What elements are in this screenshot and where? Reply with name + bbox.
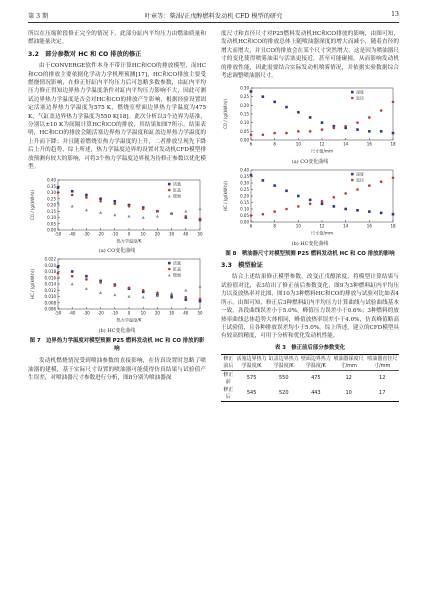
table-cell: 443 bbox=[311, 390, 321, 397]
data-point bbox=[199, 298, 202, 301]
y-tick-label: 0.018 bbox=[44, 269, 56, 275]
running-title: 叶章等：柴油/正戊醇燃料发动机 CFD 模型的研究 bbox=[144, 13, 283, 20]
y-tick-label: 0.10 bbox=[240, 206, 249, 212]
data-point bbox=[392, 213, 395, 216]
data-point bbox=[71, 193, 74, 196]
x-axis-label: 尺寸值/mm bbox=[310, 230, 334, 236]
y-tick-label: 0.35 bbox=[47, 183, 56, 189]
legend-marker bbox=[168, 262, 171, 265]
data-point bbox=[273, 185, 276, 188]
data-point bbox=[128, 204, 131, 207]
x-tick-label: -40 bbox=[68, 310, 76, 316]
x-tick-label: 18 bbox=[390, 141, 396, 147]
data-point bbox=[321, 129, 324, 132]
table-cell: 575 bbox=[246, 375, 257, 382]
data-point bbox=[344, 192, 347, 195]
page-number: 13 bbox=[391, 11, 399, 18]
x-tick-label: 14 bbox=[343, 223, 349, 229]
legend-marker bbox=[168, 268, 171, 271]
data-point bbox=[392, 177, 395, 180]
x-tick-label: -10 bbox=[111, 231, 119, 236]
table-cell: 545 bbox=[246, 390, 257, 397]
data-point bbox=[380, 110, 383, 113]
data-point bbox=[113, 213, 116, 216]
table-header: 活塞边界热力学温度/K bbox=[236, 356, 267, 369]
data-point bbox=[99, 291, 102, 294]
x-tick-label: 6 bbox=[249, 141, 253, 147]
y-tick-label: 0.020 bbox=[44, 263, 56, 269]
x-tick-label: 8 bbox=[273, 223, 276, 229]
data-point bbox=[114, 285, 117, 288]
paragraph: 结合上述结果修正模型参数，改变正戊醇浓度，将模型计算结果与试验值对比，表3给出了修正前后参数变化，图9为3种燃料缸内平均压力以及放热率对比图，图10为3种燃料HC和CO的排放与试验对比如表4所示。由图可知，修正后3种燃料缸内平均压力计算曲线与试验曲线基本一致，各段曲线误差小于5.0%，峰值压力误差小于0.6%；3种燃料的放热率曲线总体趋势大体相同，峰值放热率误差小于4.0%，仿真峰值略高于试验值，且各种排放误差均小于5.0%。综上所述，建立的CFD模型具有较高的精度，可用于分析和优化发动机性能。 bbox=[221, 274, 399, 340]
data-point bbox=[85, 278, 88, 281]
legend-marker bbox=[351, 173, 354, 176]
legend-label: 深度 bbox=[356, 90, 364, 96]
y-tick-label: 0.014 bbox=[44, 281, 56, 287]
x-tick-label: 0 bbox=[127, 310, 131, 316]
y-tick-label: 0.00 bbox=[47, 227, 56, 232]
data-point bbox=[356, 122, 359, 125]
data-point bbox=[392, 101, 395, 104]
data-point bbox=[285, 208, 288, 211]
data-point bbox=[368, 211, 371, 214]
legend-marker bbox=[351, 91, 354, 94]
data-point bbox=[199, 207, 202, 210]
fig7b-chart bbox=[28, 255, 206, 323]
table-row bbox=[221, 386, 399, 402]
right-column bbox=[221, 30, 399, 402]
y-tick-label: 0.15 bbox=[47, 208, 56, 214]
data-point bbox=[285, 106, 288, 109]
table-cell: 550 bbox=[278, 375, 289, 382]
x-axis-label: 热力学温度/K bbox=[116, 238, 142, 243]
y-tick-label: 0.15 bbox=[240, 111, 249, 117]
data-point bbox=[380, 212, 383, 215]
data-point bbox=[333, 127, 336, 130]
table-header: 缸盖边界热力学温度/K bbox=[268, 356, 299, 369]
running-header bbox=[28, 10, 399, 22]
data-point bbox=[262, 179, 265, 182]
paragraph: 所以在压缩阶段修正完全的情况下，此部分缸内平均压力由燃油质量和燃油能量决定。 bbox=[28, 31, 206, 46]
table-cell: 475 bbox=[311, 375, 321, 382]
x-tick-label: 20 bbox=[154, 231, 160, 236]
legend-label: 直径 bbox=[356, 177, 364, 183]
data-point bbox=[142, 296, 145, 299]
data-point bbox=[128, 295, 131, 298]
y-tick-label: 0.05 bbox=[47, 220, 56, 226]
figure-7 bbox=[28, 176, 206, 354]
data-point bbox=[85, 208, 88, 211]
legend-label: 活塞 bbox=[173, 181, 181, 187]
figure-caption: 图 7 边界热力学温度对模型预测 P25 燃料发动机 HC 和 CO 排放的影响 bbox=[29, 338, 205, 353]
data-point bbox=[114, 199, 117, 202]
y-axis-label: HC / (g/(kW·h)) bbox=[30, 269, 35, 300]
y-tick-label: 0.006 bbox=[44, 306, 56, 312]
legend-marker bbox=[351, 179, 354, 182]
data-point bbox=[142, 289, 145, 292]
table-cell: 10 bbox=[345, 390, 352, 397]
data-point bbox=[297, 195, 300, 198]
data-point bbox=[392, 132, 395, 135]
legend-marker bbox=[168, 188, 171, 191]
data-point bbox=[185, 299, 188, 302]
table-cell: 520 bbox=[278, 390, 289, 397]
x-tick-label: 18 bbox=[390, 223, 396, 229]
issue-number: 第 3 期 bbox=[28, 13, 49, 20]
legend-marker bbox=[168, 274, 171, 277]
data-point bbox=[380, 130, 383, 133]
legend-label: 直径 bbox=[356, 96, 364, 102]
data-point bbox=[57, 191, 60, 194]
params-table bbox=[221, 354, 399, 402]
figure-caption: 图 8 喷油器尺寸对模型预测 P25 燃料发动机 HC 和 CO 排放的影响 bbox=[225, 251, 395, 258]
y-axis-label: HC / (g/(kW·h)) bbox=[223, 181, 228, 212]
y-tick-label: 0.30 bbox=[240, 85, 249, 91]
data-point bbox=[85, 193, 88, 196]
table-cell: 12 bbox=[379, 375, 386, 382]
x-tick-label: 12 bbox=[319, 141, 325, 147]
data-point bbox=[333, 205, 336, 208]
fig8a-chart bbox=[221, 84, 399, 154]
x-tick-label: 50 bbox=[197, 231, 203, 236]
data-point bbox=[99, 281, 102, 284]
data-point bbox=[156, 292, 159, 295]
data-point bbox=[321, 200, 324, 203]
table-cell: 12 bbox=[345, 375, 352, 382]
plot-frame bbox=[251, 88, 393, 140]
data-point bbox=[262, 134, 265, 137]
subfigure-label: (a) CO变化曲线 bbox=[98, 247, 136, 254]
x-tick-label: 40 bbox=[183, 231, 189, 236]
legend-label: 壁面 bbox=[173, 193, 181, 199]
data-point bbox=[128, 287, 131, 290]
x-tick-label: 16 bbox=[366, 223, 372, 229]
x-tick-label: 12 bbox=[319, 223, 325, 229]
data-point bbox=[85, 196, 88, 199]
data-point bbox=[344, 208, 347, 211]
data-point bbox=[309, 199, 312, 202]
table-cell: 17 bbox=[379, 390, 386, 397]
data-point bbox=[199, 217, 202, 220]
data-point bbox=[57, 186, 60, 189]
data-point bbox=[71, 189, 74, 192]
section-heading: 3.3 模型验证 bbox=[221, 262, 263, 270]
data-point bbox=[113, 294, 116, 297]
y-tick-label: 0.40 bbox=[47, 177, 56, 182]
x-tick-label: 10 bbox=[140, 231, 146, 236]
legend-label: 缸盖 bbox=[173, 266, 181, 272]
y-tick-label: 0.40 bbox=[240, 167, 249, 173]
left-column bbox=[28, 30, 206, 382]
data-point bbox=[99, 210, 102, 213]
y-tick-label: 0.10 bbox=[240, 120, 249, 126]
data-point bbox=[285, 190, 288, 193]
x-tick-label: 0 bbox=[127, 231, 131, 236]
data-point bbox=[114, 202, 117, 205]
table-row bbox=[221, 371, 399, 387]
y-axis-label: CO / (g/(kW·h)) bbox=[223, 99, 228, 130]
paragraph: 由于CONVERGE软件本身不带计算HC和CO的排放模型，而HC和CO的排放主要依据化学动力学机理预测[17]，HC和CO排放主要受燃烧情况影响，在修正好缸内平均压力后可忽略多数参数，由缸内平均压力修正得知边界热力学温度条件对缸内平均压力影响不大，因此可测试边界热力学温度是否会对HC和CO的排放产生影响，根据经验设置固定活塞边界热力学温度为575 K，燃烧室壁面边界热力学温度为475 K，气缸盖边界热力学温度为550 K[18]。此次分析以3个边界为基准，分别以±10 K为间隔计算HC和CO的排放，其结果如图7所示，结果表明，HC和CO的排放会随活塞边界热力学温度和缸盖边界热力学温度的上升而下降；并且随着燃烧室热力学温度的上升，二者排放呈现先下降后上升的趋势，综上所述，热力学温度边界的设置对发动机CFD模型排放预测有较大的影响，可将3个热力学温度边界视为待修正参数以优化模型。 bbox=[28, 63, 206, 171]
x-tick-label: 40 bbox=[183, 310, 189, 316]
data-point bbox=[262, 96, 265, 99]
y-axis-label: CO / (g/(kW·h)) bbox=[30, 189, 35, 220]
data-point bbox=[309, 203, 312, 206]
data-point bbox=[368, 130, 371, 133]
data-point bbox=[333, 196, 336, 199]
y-tick-label: 0.10 bbox=[47, 214, 56, 220]
x-tick-label: 6 bbox=[249, 223, 253, 229]
y-tick-label: 0.010 bbox=[44, 294, 56, 300]
paragraph: 发动机燃烧情况受到喷油参数的直接影响，在仿真设置时忽略了喷油器的建模，基于实际尺寸设置的喷油器可能使得仿真结果与试验值产生误差，对喷油器尺寸参数进行分析，图8分别为喷油器深 bbox=[28, 358, 206, 381]
legend-label: 缸盖 bbox=[173, 187, 181, 193]
data-point bbox=[321, 122, 324, 125]
x-tick-label: 30 bbox=[169, 310, 175, 316]
y-tick-label: 0.15 bbox=[240, 200, 249, 206]
fig7a-chart bbox=[28, 176, 206, 244]
x-tick-label: 8 bbox=[273, 141, 276, 147]
data-point bbox=[184, 209, 187, 212]
x-tick-label: 50 bbox=[197, 310, 203, 316]
data-point bbox=[285, 132, 288, 135]
data-point bbox=[156, 214, 159, 217]
data-point bbox=[156, 209, 159, 212]
y-tick-label: 0.20 bbox=[47, 202, 56, 207]
data-point bbox=[71, 275, 74, 278]
fig8b-chart bbox=[221, 166, 399, 236]
y-tick-label: 0.30 bbox=[240, 180, 249, 186]
y-tick-label: 0.012 bbox=[44, 288, 56, 294]
data-point bbox=[142, 207, 145, 210]
y-tick-label: 0.05 bbox=[240, 129, 249, 135]
data-point bbox=[128, 214, 131, 217]
data-point bbox=[71, 271, 74, 274]
table-caption: 表 3 修正前后部分参数变化 bbox=[274, 344, 346, 351]
x-tick-label: 10 bbox=[140, 310, 146, 316]
legend-label: 壁面 bbox=[173, 272, 181, 278]
y-tick-label: 0.25 bbox=[47, 195, 56, 201]
x-axis-label: 尺寸值/mm bbox=[310, 148, 334, 154]
header-rule bbox=[28, 22, 399, 23]
data-point bbox=[57, 266, 60, 269]
data-point bbox=[368, 117, 371, 120]
data-point bbox=[85, 287, 88, 290]
data-point bbox=[142, 215, 145, 218]
data-point bbox=[71, 283, 74, 286]
x-tick-label: 20 bbox=[154, 310, 160, 316]
x-tick-label: -20 bbox=[97, 231, 104, 236]
table-header: 喷油器直径尺寸/mm bbox=[367, 356, 398, 369]
figure-8 bbox=[221, 84, 399, 258]
legend-label: 活塞 bbox=[173, 260, 181, 266]
legend-label: 深度 bbox=[356, 171, 364, 177]
data-point bbox=[356, 188, 359, 191]
x-tick-label: -30 bbox=[83, 310, 90, 316]
subfigure-label: (a) CO变化曲线 bbox=[291, 158, 329, 165]
data-point bbox=[309, 130, 312, 133]
plot-frame bbox=[251, 170, 393, 222]
y-tick-label: 0.022 bbox=[44, 256, 56, 262]
y-tick-label: 0.25 bbox=[240, 94, 249, 100]
y-tick-label: 0.20 bbox=[240, 103, 249, 109]
data-point bbox=[99, 199, 102, 202]
data-point bbox=[380, 181, 383, 184]
legend-marker bbox=[168, 182, 171, 185]
table-cell: 修正前 bbox=[223, 372, 234, 385]
table-header: 修正前后 bbox=[223, 356, 234, 369]
y-tick-label: 0.016 bbox=[44, 275, 56, 281]
data-point bbox=[309, 117, 312, 120]
x-tick-label: -40 bbox=[68, 231, 76, 236]
data-point bbox=[99, 197, 102, 200]
y-tick-label: 0.00 bbox=[240, 219, 249, 225]
data-point bbox=[199, 285, 202, 288]
data-point bbox=[273, 101, 276, 104]
data-point bbox=[344, 125, 347, 128]
data-point bbox=[273, 211, 276, 214]
y-tick-label: 0.05 bbox=[240, 213, 249, 219]
data-point bbox=[57, 272, 60, 275]
data-point bbox=[250, 91, 253, 94]
data-point bbox=[321, 203, 324, 206]
legend-marker bbox=[168, 194, 171, 197]
x-tick-label: -50 bbox=[54, 310, 62, 316]
subfigure-label: (b) HC变化曲线 bbox=[98, 327, 136, 334]
data-point bbox=[85, 275, 88, 278]
y-tick-label: 0.20 bbox=[240, 193, 249, 199]
data-point bbox=[250, 134, 253, 137]
data-point bbox=[71, 204, 74, 207]
data-point bbox=[297, 111, 300, 114]
y-tick-label: 0.00 bbox=[240, 137, 249, 143]
data-point bbox=[297, 205, 300, 208]
y-tick-label: 0.008 bbox=[44, 300, 56, 306]
data-point bbox=[297, 130, 300, 133]
table-header: 壁面边界热力学温度/K bbox=[300, 356, 331, 369]
data-point bbox=[250, 174, 253, 177]
data-point bbox=[368, 185, 371, 188]
y-tick-label: 0.35 bbox=[240, 174, 249, 180]
x-tick-label: -10 bbox=[111, 310, 119, 316]
x-tick-label: -20 bbox=[97, 310, 104, 316]
data-point bbox=[185, 214, 188, 217]
x-tick-label: 30 bbox=[169, 231, 175, 236]
x-tick-label: -50 bbox=[54, 231, 62, 236]
table-header: 喷油器深度尺寸/mm bbox=[333, 356, 364, 369]
section-heading: 3.2 部分参数对 HC 和 CO 排放的修正 bbox=[28, 50, 142, 58]
subfigure-label: (b) HC变化曲线 bbox=[291, 240, 329, 247]
y-tick-label: 0.25 bbox=[240, 187, 249, 193]
data-point bbox=[184, 289, 187, 292]
data-point bbox=[170, 292, 173, 295]
x-axis-label: 热力学温度/K bbox=[116, 317, 142, 323]
data-point bbox=[262, 213, 265, 216]
x-tick-label: 16 bbox=[366, 141, 372, 147]
x-tick-label: -30 bbox=[83, 231, 90, 236]
data-point bbox=[356, 129, 359, 132]
table-cell: 修正后 bbox=[223, 387, 234, 400]
paragraph: 度尺寸和直径尺寸对P25燃料发动机HC和CO排放的影响，由图可知，发动机HC和CO的排放总体上随喷油器深度的增大而减小，随着直径的增大而增大，并且CO的排放会在某个尺寸突然增大，这是因为喷油器尺寸的变化使得喷雾油束与活塞更接近，甚至可能碰撞，从而影响发动机的排放性能，因此需要结合实际发动机喷雾情况，并依据实验数据综合考虑调整喷油器尺寸。 bbox=[221, 31, 399, 80]
data-point bbox=[273, 132, 276, 135]
y-tick-label: 0.30 bbox=[47, 189, 56, 195]
x-tick-label: 14 bbox=[343, 141, 349, 147]
data-point bbox=[185, 296, 188, 299]
x-tick-label: 10 bbox=[295, 141, 301, 147]
data-point bbox=[250, 214, 253, 217]
data-point bbox=[356, 209, 359, 212]
legend-marker bbox=[351, 97, 354, 100]
x-tick-label: 10 bbox=[295, 223, 301, 229]
data-point bbox=[57, 200, 60, 203]
